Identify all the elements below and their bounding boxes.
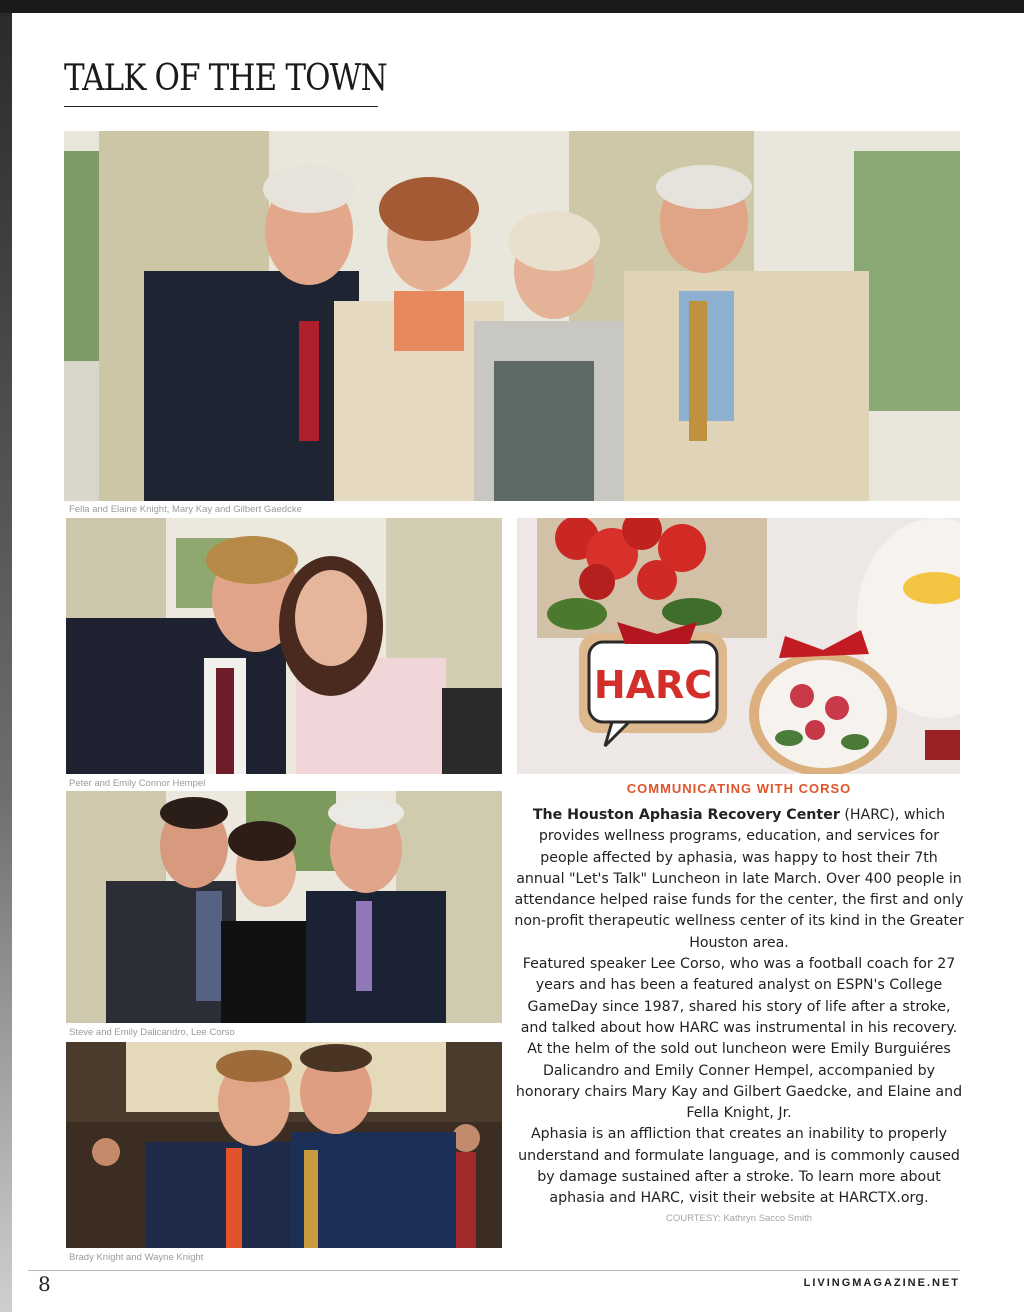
paragraph-1-text: (HARC), which provides wellness programs, education, and services for people affected by aphasia, was happy to host their 7th annual "Let's Talk" Luncheon in late March. Over 400 people in attendance helped raise funds for the center, the first and only non-profit therapeutic wellness center of its kind in the Greater Houston area. [514,807,964,951]
article-body [514,805,964,1210]
footer-rule [28,1270,960,1271]
photo-caption: Brady Knight and Wayne Knight [69,1252,204,1263]
left-edge-gradient [0,13,12,1312]
cookie-harc-text: HARC [593,663,713,707]
photo-couple [66,518,502,774]
page-number: 8 [38,1272,51,1296]
site-url: LIVINGMAGAZINE.NET [803,1277,960,1289]
article-paragraph-2: Featured speaker Lee Corso, who was a football coach for 27 years and has been a featured analyst on ESPN's College GameDay since 1987, shared his story of life after a stroke, and talked about how HARC was instrumental in his recovery. At the helm of the sold out luncheon were Emily Burguiéres Dalicandro and Emily Conner Hempel, accompanied by honorary chairs Mary Kay and Gilbert Gaedcke, and Elaine and Fella Knight, Jr. [515,956,963,1122]
title-underline [64,106,378,107]
photo-caption: Peter and Emily Connor Hempel [69,778,206,789]
photo-credit: COURTESY: Kathryn Sacco Smith [665,1213,813,1224]
section-title: TALK OF THE TOWN [64,58,387,99]
article-paragraph-1 [514,805,964,954]
photo-group-of-four [64,131,960,501]
photo-harc-cookies [517,518,960,774]
photo-caption: Fella and Elaine Knight, Mary Kay and Gilbert Gaedcke [69,504,302,515]
photo-two-men [66,1042,502,1248]
organization-name: The Houston Aphasia Recovery Center [532,807,840,823]
article-paragraph-3: Aphasia is an affliction that creates an inability to properly understand and formulate language, and is commonly caused by damage sustained after a stroke. To learn more about aphasia and HARC, visit their website at HARCTX.org. [518,1126,960,1207]
photo-group-of-three [66,791,502,1023]
top-bar [0,0,1024,13]
photo-caption: Steve and Emily Dalicandro, Lee Corso [69,1027,235,1038]
article-heading: COMMUNICATING WITH CORSO [626,781,852,796]
